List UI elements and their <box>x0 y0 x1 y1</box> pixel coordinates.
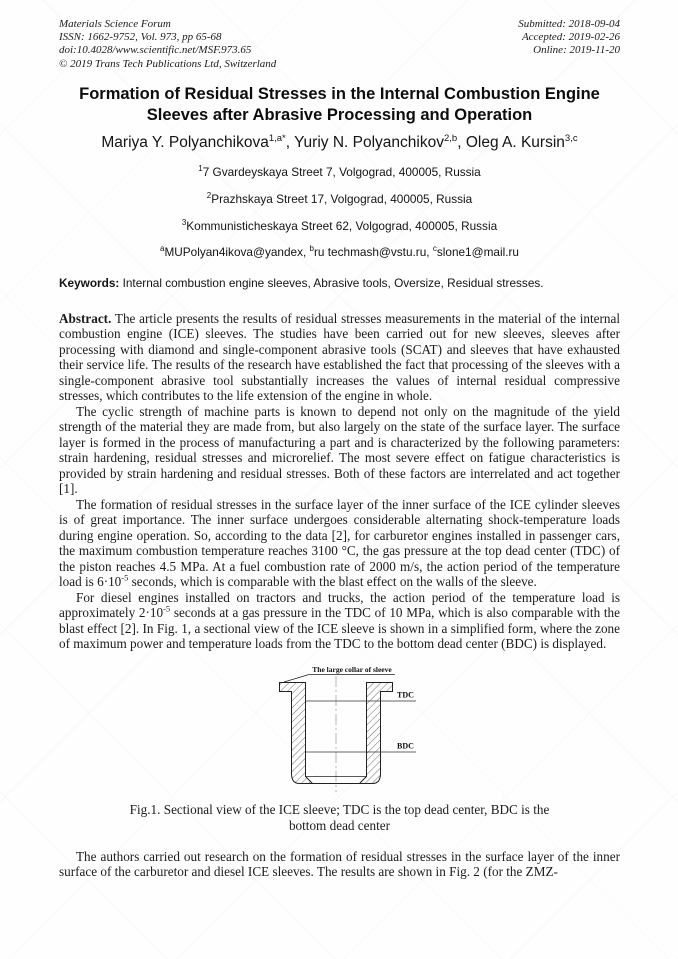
author-2-superscript: 2,b <box>443 132 458 144</box>
affiliation-3-superscript: 3 <box>181 217 187 227</box>
paragraph-cyclic-strength: The cyclic strength of machine parts is known to depend not only on the magnitude of the yield strength of the material they are made from, but also largely on the state of the surface layer. The surface layer is formed in the process of manufacturing a part and is characterized by the following parameters: strain hardening, residual stresses and microrelief. The most severe effect on fatigue characteristics is provided by strain hardening and residual stresses. Both of these factors are interrelated and act together [1]. <box>59 403 620 497</box>
accepted-date: Accepted: 2019-02-26 <box>521 31 620 44</box>
author-2: Yuriy N. Polyanchikov <box>294 133 444 151</box>
bdc-label: BDC <box>397 741 414 751</box>
affiliation-1-superscript: 1 <box>198 163 203 173</box>
journal-info <box>59 18 276 71</box>
abstract-paragraph <box>59 311 620 404</box>
journal-name: Materials Science Forum <box>59 18 171 30</box>
exponent: -5 <box>121 572 129 583</box>
email-c: slone1@mail.ru <box>436 244 519 259</box>
author-1-superscript: 1,a* <box>268 132 286 144</box>
journal-header <box>59 18 620 71</box>
figure-1 <box>59 664 620 796</box>
email-a: MUPolyan4ikova@yandex, <box>164 244 310 259</box>
submission-dates <box>518 18 620 71</box>
affiliation-3 <box>59 216 620 233</box>
email-b: ru techmash@vstu.ru, <box>314 244 433 259</box>
paragraph-text: The formation of residual stresses in the surface layer of the inner surface of the ICE cylinder sleeves is of great importance. The inner surface undergoes considerable alternating shock-temperature loads during engine operation. So, according to the data [2], for carburetor engines installed in passenger cars, the maximum combustion temperature reaches 3100 °C, the gas pressure at the top dead center (TDC) of the piston reaches 4.5 MPa. At a fuel combustion rate of 2000 m/s, the action period of the temperature load is 6·10 <box>59 496 620 590</box>
keywords-text: Internal combustion engine sleeves, Abrasive tools, Oversize, Residual stresses. <box>119 275 544 290</box>
affiliation-3-text: Kommunisticheskaya Street 62, Volgograd, 400005, Russia <box>186 218 498 233</box>
affiliation-1 <box>59 162 620 179</box>
author-3: Oleg A. Kursin <box>465 133 565 151</box>
author-separator: , <box>285 133 295 151</box>
authors-line <box>59 133 620 152</box>
right-wall-section <box>360 682 393 783</box>
keywords-line <box>59 276 620 290</box>
journal-copyright: © 2019 Trans Tech Publications Ltd, Switzerland <box>59 57 277 70</box>
sleeve-sectional-drawing <box>279 664 579 796</box>
tdc-label: TDC <box>397 690 414 700</box>
paragraph-text: seconds at a gas pressure in the TDC of 10 MPa, which is also comparable with the blast effect [2]. In Fig. 1, a sectional view of the ICE sleeve is shown in a simplified form, where the zone of maximum power and temperature loads from the TDC to the bottom dead center (BDC) is displayed. <box>59 605 620 652</box>
abstract-label: Abstract. <box>59 310 112 326</box>
email-a-superscript: a <box>160 243 165 253</box>
paragraph-diesel-engines <box>59 590 620 652</box>
figure-1-caption: Fig.1. Sectional view of the ICE sleeve; TDC is the top dead center, BDC is the bottom dead center <box>129 801 550 833</box>
author-separator: , <box>457 133 466 151</box>
author-3-superscript: 3,c <box>564 132 578 144</box>
online-date: Online: 2019-11-20 <box>533 44 620 57</box>
author-1: Mariya Y. Polyanchikova <box>101 133 269 151</box>
leader-line <box>284 674 309 682</box>
journal-issn: ISSN: 1662-9752, Vol. 973, pp 65-68 <box>59 31 222 44</box>
email-b-superscript: b <box>309 243 314 253</box>
abstract-text: The article presents the results of residual stresses measurements in the material of the internal combustion engine (ICE) sleeves. The studies have been carried out for new sleeves, sleeves after processing with diamond and single-component abrasive tools (SCAT) and sleeves that have exhausted their service life. The results of the research have established the fact that processing of the sleeves with a single-component abrasive tool substantially increases the values of internal residual compressive stresses, which contributes to the life extension of the engine in whole. <box>59 310 620 404</box>
paragraph-text: For diesel engines installed on tractors and trucks, the action period of the temperature load is approximately 2·10 <box>59 589 620 621</box>
left-wall-section <box>280 682 313 783</box>
paper-title: Formation of Residual Stresses in the Internal Combustion Engine Sleeves after Abrasive Processing and Operation <box>79 84 600 124</box>
exponent: -5 <box>163 603 171 614</box>
keywords-label: Keywords: <box>59 275 120 290</box>
submitted-date: Submitted: 2018-09-04 <box>518 18 620 30</box>
affiliation-2 <box>59 189 620 206</box>
author-emails <box>59 242 620 259</box>
affiliation-1-text: 7 Gvardeyskaya Street 7, Volgograd, 400005, Russia <box>202 164 481 179</box>
paragraph-authors-research: The authors carried out research on the formation of residual stresses in the surface layer of the inner surface of the carburetor and diesel ICE sleeves. The results are shown in Fig. 2 (for the ZMZ- <box>59 848 620 880</box>
paragraph-text: seconds, which is comparable with the blast effect on the walls of the sleeve. <box>128 574 537 590</box>
email-c-superscript: c <box>432 243 437 253</box>
affiliation-2-superscript: 2 <box>206 190 212 200</box>
affiliation-2-text: Prazhskaya Street 17, Volgograd, 400005, Russia <box>211 191 473 206</box>
journal-doi: doi:10.4028/www.scientific.net/MSF.973.65 <box>59 44 252 57</box>
paragraph-residual-stress-formation <box>59 497 620 590</box>
collar-label: The large collar of sleeve <box>312 664 392 674</box>
